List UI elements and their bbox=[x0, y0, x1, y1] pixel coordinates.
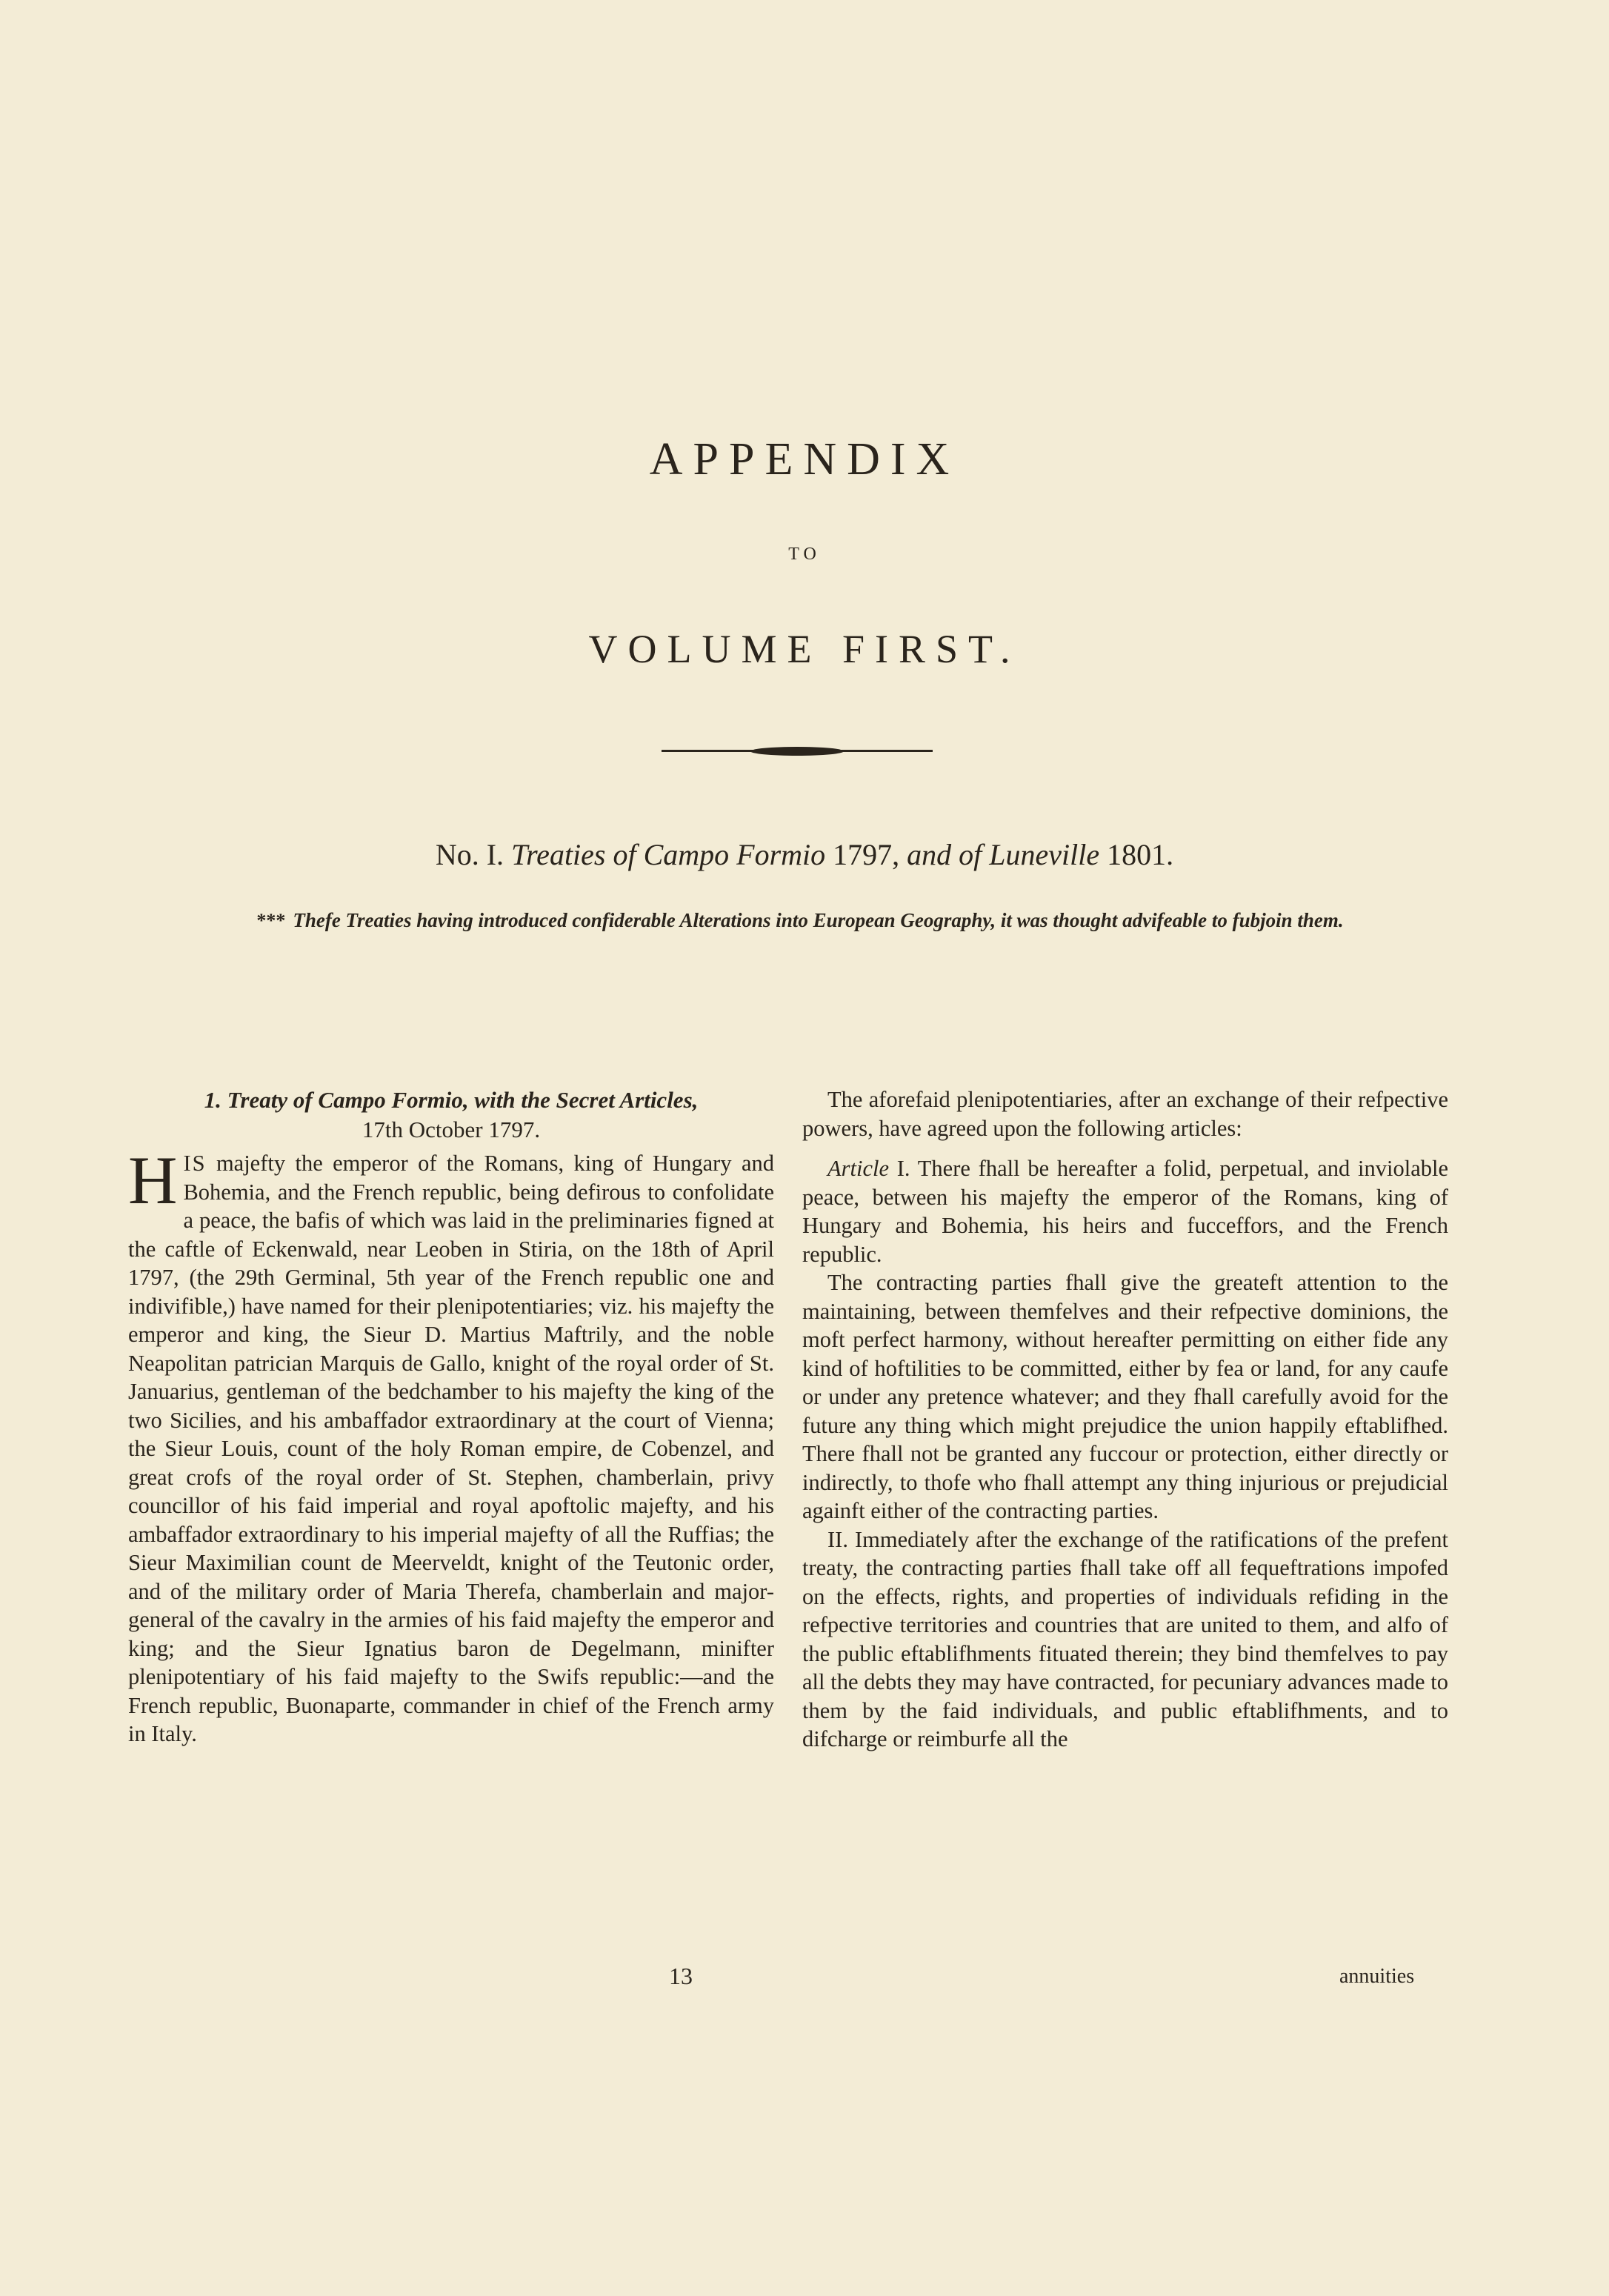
article-label: Article bbox=[827, 1156, 889, 1181]
treaty-heading-date: 17th October 1797. bbox=[362, 1117, 541, 1142]
editorial-note-text: Thefe Treaties having introduced confiderable Alterations into European Geography, it was thought advifeable to fubjoin them. bbox=[293, 909, 1344, 931]
section-heading bbox=[0, 837, 1609, 872]
right-column bbox=[802, 1085, 1448, 1754]
left-column bbox=[128, 1085, 774, 1748]
paragraph-article-2: II. Immediately after the exchange of the ratifications of the prefent treaty, the contracting parties fhall take off all fequeftrations impofed on the effects, rights, and properties of individuals refiding in the refpective territories and countries that are united to them, and alfo of the public eftablifhments fituated therein; they bind themfelves to pay all the debts they may have contracted, for pecuniary advances made to them by the faid individuals, and public eftablifhments, and to difcharge or reimburfe all the bbox=[802, 1526, 1448, 1751]
editorial-note bbox=[133, 905, 1467, 936]
treaty-heading-line-1: 1. Treaty of Campo Formio, with the Secret Articles, bbox=[204, 1087, 699, 1113]
page-number: 13 bbox=[669, 1963, 693, 1989]
asterism: *** bbox=[256, 910, 286, 931]
catchword: annuities bbox=[1339, 1965, 1415, 1988]
paragraph-article-1 bbox=[802, 1154, 1448, 1268]
first-word-rest: IS bbox=[183, 1151, 207, 1176]
appendix-to: TO bbox=[788, 545, 821, 564]
treaty-preamble bbox=[128, 1142, 774, 1748]
section-title-part-1: Treaties of Campo Formio bbox=[511, 838, 826, 871]
paragraph-plenipotentiaries: The aforefaid plenipotentiaries, after an exchange of their refpective powers, have agreed upon the following articles: bbox=[802, 1087, 1448, 1141]
volume-title: VOLUME FIRST. bbox=[588, 627, 1021, 671]
treaty-heading bbox=[128, 1085, 774, 1145]
ornamental-rule bbox=[662, 747, 933, 756]
paragraph-contracting-parties: The contracting parties fhall give the greateft attention to the maintaining, between themfelves and their refpective dominions, the moft perfect harmony, without hereafter permitting on either fide any kind of hoftilities to be committed, either by fea or land, for any caufe or under any pretence whatever; and they fhall carefully avoid for the future any thing which might prejudice the union happily eftablifhed. There fhall not be granted any fuccour or protection, either directly or indirectly, to thofe who fhall attempt any thing injurious or prejudicial againft either of the contracting parties. bbox=[802, 1270, 1448, 1523]
preamble-text: majefty the emperor of the Romans, king of Hungary and Bohemia, and the French republic, being defirous to confolidate a peace, the bafis of which was laid in the preliminaries figned at the caftle of Eckenwald, near Leoben in Stiria, on the 18th of April 1797, (the 29th Germinal, 5th year of the French republic one and indivifible,) have named for their plenipotentiaries; viz. his majefty the emperor and king, the Sieur D. Martius Maftrily, and the noble Neapolitan patrician Marquis de Gallo, knight of the royal order of St. Januarius, gentleman of the bedchamber to his majefty the king of the two Sicilies, and his ambaffador extraordinary at the court of Vienna; the Sieur Louis, count of the holy Roman empire, de Cobenzel, and great crofs of the royal order of St. Stephen, chamberlain, privy councillor of his faid imperial and royal apoftolic majefty, and his ambaffador extraordinary to his imperial majefty of all the Ruffias; the Sieur Maximilian count de Meerveldt, knight of the Teutonic order, and of the military order of Maria Therefa, chamberlain and major-general of the cavalry in the armies of his faid majefty the emperor and king; and the Sieur Ignatius baron de Degelmann, minifter plenipotentiary of his faid majefty to the Swifs republic:—and the French republic, Buonaparte, commander in chief of the French army in Italy. bbox=[128, 1151, 774, 1746]
section-number: No. I. bbox=[435, 838, 504, 871]
appendix-title: APPENDIX bbox=[649, 434, 960, 485]
drop-cap: H bbox=[128, 1142, 178, 1218]
section-year-1: 1797, bbox=[833, 838, 900, 871]
article-1-text: I. There fhall be hereafter a folid, perpetual, and inviolable peace, between his majefty the emperor of the Romans, king of Hungary and Bohemia, his heirs and fucceffors, and the French republic. bbox=[802, 1156, 1448, 1267]
section-title-part-2: and of Luneville bbox=[907, 838, 1100, 871]
section-year-2: 1801. bbox=[1107, 838, 1174, 871]
